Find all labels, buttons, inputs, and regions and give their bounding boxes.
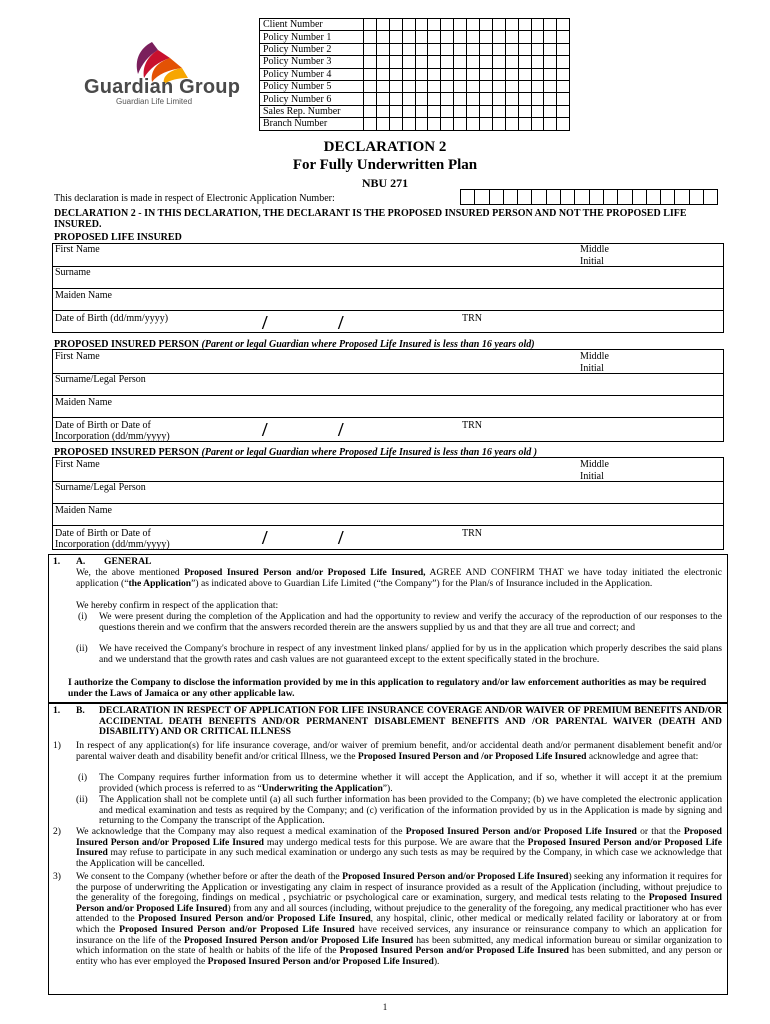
pli-heading: PROPOSED LIFE INSURED xyxy=(54,232,182,243)
pip1-trn-label: TRN xyxy=(462,420,482,431)
pip1-middle-label: Middle xyxy=(580,351,609,362)
pip2-dob-label-2: Incorporation (dd/mm/yyyy) xyxy=(55,539,170,550)
number-grid-cell[interactable] xyxy=(480,19,493,31)
number-grid-cell[interactable] xyxy=(531,80,544,92)
pip2-middle-label: Middle xyxy=(580,459,609,470)
number-grid-cell[interactable] xyxy=(492,43,505,55)
pip2-maiden-label: Maiden Name xyxy=(55,505,112,516)
number-grid-cell[interactable] xyxy=(441,68,454,80)
number-grid-cell[interactable] xyxy=(492,56,505,68)
number-grid-cell[interactable] xyxy=(415,80,428,92)
number-grid-cell[interactable] xyxy=(531,68,544,80)
number-grid-cell[interactable] xyxy=(505,105,518,117)
pip2-divider xyxy=(52,503,724,504)
number-grid-cell[interactable] xyxy=(557,43,570,55)
number-grid-cell[interactable] xyxy=(492,105,505,117)
application-number-cell[interactable] xyxy=(575,190,589,205)
number-grid-cell[interactable] xyxy=(415,68,428,80)
number-grid-cell[interactable] xyxy=(492,68,505,80)
number-grid-cell[interactable] xyxy=(389,19,402,31)
number-grid-cell[interactable] xyxy=(467,93,480,105)
number-grid-cell[interactable] xyxy=(505,56,518,68)
number-grid-cell[interactable] xyxy=(364,93,377,105)
number-grid-cell[interactable] xyxy=(544,118,557,130)
section-b-3-number: 3) xyxy=(53,871,61,882)
number-grid-cell[interactable] xyxy=(467,31,480,43)
pip1-divider xyxy=(52,395,724,396)
number-grid-cell[interactable] xyxy=(531,19,544,31)
number-grid-cell[interactable] xyxy=(402,68,415,80)
section-b-1-ii-text: The Application shall not be complete until (a) all such further information has been provided to the Company; (b) we have completed the electronic application and medical examination and tests as required by the Company; and (c) verification of the information provided by us in the Application is made by signing and returning to the Company the transcript of the Application. xyxy=(99,794,722,827)
number-grid-cell[interactable] xyxy=(544,105,557,117)
number-grid-cell[interactable] xyxy=(492,93,505,105)
declaration-heading: DECLARATION 2 - IN THIS DECLARATION, THE DECLARANT IS THE PROPOSED INSURED PERSON AND NOT THE PROPOSED LIFE INSURED. xyxy=(54,208,687,230)
pip2-dob-label-1: Date of Birth or Date of xyxy=(55,528,151,539)
number-grid-cell[interactable] xyxy=(544,31,557,43)
section-a-confirm: We hereby confirm in respect of the application that: xyxy=(76,600,279,611)
pip1-divider xyxy=(52,417,724,418)
number-grid-row xyxy=(260,31,570,43)
number-grid-cell[interactable] xyxy=(531,56,544,68)
pip2-heading: PROPOSED INSURED PERSON (Parent or legal Guardian where Proposed Life Insured is less than 16 years old ) xyxy=(54,447,538,458)
date-slash: / xyxy=(338,419,344,441)
number-grid-cell[interactable] xyxy=(415,105,428,117)
number-grid-cell[interactable] xyxy=(389,56,402,68)
number-grid-cell[interactable] xyxy=(492,80,505,92)
number-grid-cell[interactable] xyxy=(492,31,505,43)
number-grid-cell[interactable] xyxy=(544,68,557,80)
application-number-cell[interactable] xyxy=(475,190,489,205)
number-grid-cell[interactable] xyxy=(544,43,557,55)
number-grid-cell[interactable] xyxy=(364,68,377,80)
application-number-cell[interactable] xyxy=(603,190,617,205)
number-grid-cell[interactable] xyxy=(364,105,377,117)
number-grid-cell[interactable] xyxy=(415,43,428,55)
date-slash: / xyxy=(262,312,268,334)
number-grid-cell[interactable] xyxy=(518,93,531,105)
number-grid-cell[interactable] xyxy=(441,56,454,68)
number-grid-cell[interactable] xyxy=(480,80,493,92)
application-number-cell[interactable] xyxy=(503,190,517,205)
pli-surname-label: Surname xyxy=(55,267,91,278)
section-b-1-i-text: The Company requires further information from us to determine whether it will accept the Application, and if so, whether it will accept it at the premium provided (which process is referred to as “Underwriting the Application”). xyxy=(99,772,722,794)
number-grid-cell[interactable] xyxy=(518,105,531,117)
number-grid-label: Policy Number 3 xyxy=(260,56,364,68)
number-grid-cell[interactable] xyxy=(544,56,557,68)
number-grid-cell[interactable] xyxy=(428,118,441,130)
number-grid-cell[interactable] xyxy=(402,105,415,117)
number-grid-cell[interactable] xyxy=(505,68,518,80)
number-grid-cell[interactable] xyxy=(389,105,402,117)
number-grid-cell[interactable] xyxy=(364,19,377,31)
date-slash: / xyxy=(338,527,344,549)
section-b-1-number: 1) xyxy=(53,740,61,751)
number-grid-cell[interactable] xyxy=(402,56,415,68)
number-grid-cell[interactable] xyxy=(415,118,428,130)
number-grid-cell[interactable] xyxy=(441,19,454,31)
application-number-label: This declaration is made in respect of Electronic Application Number: xyxy=(54,193,335,204)
number-grid-cell[interactable] xyxy=(364,80,377,92)
number-grid-cell[interactable] xyxy=(544,93,557,105)
number-grid-cell[interactable] xyxy=(557,93,570,105)
number-grid-cell[interactable] xyxy=(441,93,454,105)
number-grid-cell[interactable] xyxy=(531,31,544,43)
number-grid-cell[interactable] xyxy=(505,31,518,43)
number-grid-row xyxy=(260,56,570,68)
pli-first-name-label: First Name xyxy=(55,244,100,255)
application-number-cell[interactable] xyxy=(561,190,575,205)
number-grid-cell[interactable] xyxy=(454,105,467,117)
declaration-title: DECLARATION 2 xyxy=(323,139,447,155)
number-grid-cell[interactable] xyxy=(480,118,493,130)
number-grid-label: Policy Number 5 xyxy=(260,80,364,92)
section-b-3-text: We consent to the Company (whether before or after the death of the Proposed Insured Person and/or Proposed Life Insured) seeking any information it requires for the purpose of underwriting the Application or investigating any claim in respect of insurance provided as a result of the Application (including, without prejudice to the generality of the foregoing, findings on medical , psychiatric or psychological care or examination, surgery, and medical tests relating to the Proposed Insured Person and/or Proposed Life Insured) from any and all sources (including, without prejudice to the generality of the foregoing, any medical practitioner who has ever attended to the Proposed Insured Person and/or Proposed Life Insured, any hospital, clinic, other medical or medically related facility or laboratory at or from which the Proposed Insured Person and/or Proposed Life Insured have received services, any insurance or reinsurance company to which an application for insurance on the life of the Proposed Insured Person and/or Proposed Life Insured has been submitted, any medical information bureau or similar organization to which information on the state of health or habits of the life of the Proposed Insured Person and/or Proposed Life Insured has been submitted, and any person or entity who has ever employed the Proposed Insured Person and/or Proposed Life Insured). xyxy=(76,871,723,967)
number-grid-cell[interactable] xyxy=(454,19,467,31)
number-grid-cell[interactable] xyxy=(544,80,557,92)
number-grid-cell[interactable] xyxy=(428,56,441,68)
pli-trn-label: TRN xyxy=(462,313,482,324)
number-grid-cell[interactable] xyxy=(492,118,505,130)
number-grid-label: Policy Number 1 xyxy=(260,31,364,43)
number-grid-cell[interactable] xyxy=(467,19,480,31)
number-grid-label: Client Number xyxy=(260,19,364,31)
number-grid-cell[interactable] xyxy=(518,68,531,80)
application-number-cell[interactable] xyxy=(589,190,603,205)
number-grid-cell[interactable] xyxy=(557,80,570,92)
application-number-cell[interactable] xyxy=(618,190,632,205)
number-grid-cell[interactable] xyxy=(441,118,454,130)
number-grid-cell[interactable] xyxy=(376,31,389,43)
number-grid-cell[interactable] xyxy=(467,105,480,117)
number-grid-cell[interactable] xyxy=(376,93,389,105)
pip2-surname-label: Surname/Legal Person xyxy=(55,482,146,493)
number-grid-cell[interactable] xyxy=(454,43,467,55)
declaration-subtitle: For Fully Underwritten Plan xyxy=(292,157,478,173)
pip2-first-name-label: First Name xyxy=(55,459,100,470)
number-grid-cell[interactable] xyxy=(415,56,428,68)
section-a-ii-number: (ii) xyxy=(76,643,88,654)
pip1-dob-label-2: Incorporation (dd/mm/yyyy) xyxy=(55,431,170,442)
application-number-cell[interactable] xyxy=(546,190,560,205)
number-grid-cell[interactable] xyxy=(402,31,415,43)
section-b-letter: B. xyxy=(76,705,85,716)
number-grid-cell[interactable] xyxy=(441,105,454,117)
number-grid-cell[interactable] xyxy=(518,31,531,43)
policy-number-grid xyxy=(259,18,570,131)
application-number-cell[interactable] xyxy=(461,190,475,205)
number-grid-cell[interactable] xyxy=(505,118,518,130)
number-grid-cell[interactable] xyxy=(415,31,428,43)
date-slash: / xyxy=(262,527,268,549)
date-slash: / xyxy=(338,312,344,334)
number-grid-cell[interactable] xyxy=(531,105,544,117)
number-grid-cell[interactable] xyxy=(376,118,389,130)
number-grid-cell[interactable] xyxy=(518,43,531,55)
section-b-1-ii-number: (ii) xyxy=(76,794,88,805)
number-grid-row xyxy=(260,19,570,31)
number-grid-row xyxy=(260,93,570,105)
section-b-1-text: In respect of any application(s) for life insurance coverage, and/or waiver of premium benefit, and/or accidental death and/or permanent disablement benefit and/or parental waiver death and disability benefit and/or critical Illness, we the Proposed Insured Person and /or Proposed Life Insured acknowledge and agree that: xyxy=(76,740,722,762)
application-number-cell[interactable] xyxy=(704,190,718,205)
number-grid-cell[interactable] xyxy=(467,43,480,55)
number-grid-cell[interactable] xyxy=(389,80,402,92)
form-code: NBU 271 xyxy=(361,176,409,190)
company-name: Guardian Group xyxy=(84,76,241,98)
application-number-cell[interactable] xyxy=(675,190,689,205)
number-grid-cell[interactable] xyxy=(557,68,570,80)
number-grid-cell[interactable] xyxy=(428,43,441,55)
number-grid-cell[interactable] xyxy=(364,31,377,43)
number-grid-cell[interactable] xyxy=(492,19,505,31)
number-grid-cell[interactable] xyxy=(454,80,467,92)
pip1-maiden-label: Maiden Name xyxy=(55,397,112,408)
number-grid-cell[interactable] xyxy=(480,93,493,105)
number-grid-cell[interactable] xyxy=(389,118,402,130)
number-grid-cell[interactable] xyxy=(454,68,467,80)
number-grid-label: Policy Number 6 xyxy=(260,93,364,105)
number-grid-cell[interactable] xyxy=(454,93,467,105)
authorize-statement: I authorize the Company to disclose the information provided by me in this application to regulatory and/or law enforcement authorities as may be required under the Laws of Jamaica or any other applicable law. xyxy=(68,677,707,699)
application-number-cell[interactable] xyxy=(532,190,546,205)
section-b-2-number: 2) xyxy=(53,826,61,837)
application-number-cell[interactable] xyxy=(689,190,703,205)
number-grid-cell[interactable] xyxy=(454,31,467,43)
application-number-boxes[interactable] xyxy=(460,189,718,205)
section-a-number: 1. xyxy=(53,556,61,567)
number-grid-cell[interactable] xyxy=(544,19,557,31)
number-grid-cell[interactable] xyxy=(467,118,480,130)
number-grid-cell[interactable] xyxy=(557,56,570,68)
number-grid-cell[interactable] xyxy=(389,31,402,43)
number-grid-cell[interactable] xyxy=(531,118,544,130)
section-b-title: DECLARATION IN RESPECT OF APPLICATION FOR LIFE INSURANCE COVERAGE AND/OR WAIVER OF PREMIUM BENEFITS AND/OR ACCIDENTAL DEATH BENEFITS AND/OR PERMANENT DISABLEMENT BENEFITS AND /OR PARENTAL WAIVER (DEATH AND DISABILITY) AND OR CRITICAL ILLNESS xyxy=(99,705,722,738)
pli-dob-label: Date of Birth (dd/mm/yyyy) xyxy=(55,313,169,324)
number-grid-cell[interactable] xyxy=(480,43,493,55)
section-a-i-text: We were present during the completion of the Application and had the opportunity to review and verify the accuracy of the reproduction of our responses to the questions therein and we confirm that the answers recorded therein are the answers supplied by us and that they are all true and correct; and xyxy=(99,611,722,633)
number-grid-cell[interactable] xyxy=(557,31,570,43)
company-subtitle: Guardian Life Limited xyxy=(116,97,193,106)
pli-divider xyxy=(52,288,724,289)
number-grid-cell[interactable] xyxy=(441,43,454,55)
number-grid-cell[interactable] xyxy=(428,105,441,117)
number-grid-cell[interactable] xyxy=(402,118,415,130)
number-grid-cell[interactable] xyxy=(557,118,570,130)
number-grid-cell[interactable] xyxy=(441,31,454,43)
number-grid-cell[interactable] xyxy=(376,56,389,68)
pip1-initial-label: Initial xyxy=(580,363,604,374)
number-grid-cell[interactable] xyxy=(428,19,441,31)
number-grid-cell[interactable] xyxy=(505,80,518,92)
application-number-cell[interactable] xyxy=(661,190,675,205)
pip2-trn-label: TRN xyxy=(462,528,482,539)
number-grid-cell[interactable] xyxy=(376,105,389,117)
pip2-divider xyxy=(52,481,724,482)
number-grid-cell[interactable] xyxy=(364,118,377,130)
number-grid-label: Policy Number 2 xyxy=(260,43,364,55)
section-a-i-number: (i) xyxy=(78,611,88,622)
number-grid-cell[interactable] xyxy=(454,118,467,130)
number-grid-cell[interactable] xyxy=(389,93,402,105)
number-grid-cell[interactable] xyxy=(428,31,441,43)
section-b-2-text: We acknowledge that the Company may also request a medical examination of the Proposed Insured Person and/or Proposed Life Insured or that the Proposed Insured Person and/or Proposed Life Insured may undergo medical tests for this purpose. We are aware that the Proposed Insured Person and/or Proposed Life Insured may refuse to participate in any such medical examination or undergo any such tests as may be required by the Company, in which case we acknowledge that the Application will be cancelled. xyxy=(76,826,723,869)
pli-maiden-label: Maiden Name xyxy=(55,290,112,301)
number-grid-cell[interactable] xyxy=(505,93,518,105)
number-grid-cell[interactable] xyxy=(531,43,544,55)
number-grid-cell[interactable] xyxy=(402,43,415,55)
number-grid-cell[interactable] xyxy=(480,31,493,43)
pip1-divider xyxy=(52,373,724,374)
number-grid-cell[interactable] xyxy=(402,19,415,31)
application-number-cell[interactable] xyxy=(489,190,503,205)
number-grid-cell[interactable] xyxy=(364,56,377,68)
number-grid-cell[interactable] xyxy=(364,43,377,55)
number-grid-cell[interactable] xyxy=(480,68,493,80)
page-number: 1 xyxy=(382,1002,388,1012)
section-b-1-i-number: (i) xyxy=(78,772,88,783)
number-grid-cell[interactable] xyxy=(557,19,570,31)
number-grid-cell[interactable] xyxy=(441,80,454,92)
pli-divider xyxy=(52,266,724,267)
number-grid-cell[interactable] xyxy=(389,43,402,55)
pli-middle-label: Middle xyxy=(580,244,609,255)
number-grid-cell[interactable] xyxy=(505,19,518,31)
number-grid-label: Sales Rep. Number xyxy=(260,105,364,117)
number-grid-cell[interactable] xyxy=(480,56,493,68)
number-grid-cell[interactable] xyxy=(518,118,531,130)
application-number-cell[interactable] xyxy=(632,190,646,205)
number-grid-cell[interactable] xyxy=(518,56,531,68)
number-grid-row xyxy=(260,105,570,117)
number-grid-cell[interactable] xyxy=(389,68,402,80)
number-grid-cell[interactable] xyxy=(531,93,544,105)
pip1-surname-label: Surname/Legal Person xyxy=(55,374,146,385)
number-grid-cell[interactable] xyxy=(428,80,441,92)
number-grid-cell[interactable] xyxy=(376,68,389,80)
number-grid-cell[interactable] xyxy=(402,93,415,105)
number-grid-cell[interactable] xyxy=(467,80,480,92)
number-grid-cell[interactable] xyxy=(518,80,531,92)
number-grid-cell[interactable] xyxy=(467,68,480,80)
section-a-letter: A. xyxy=(76,556,86,567)
number-grid-row xyxy=(260,118,570,130)
pip1-first-name-label: First Name xyxy=(55,351,100,362)
number-grid-cell[interactable] xyxy=(376,43,389,55)
number-grid-cell[interactable] xyxy=(480,105,493,117)
pip1-heading: PROPOSED INSURED PERSON (Parent or legal Guardian where Proposed Life Insured is less than 16 years old) xyxy=(54,339,535,350)
number-grid-cell[interactable] xyxy=(376,80,389,92)
number-grid-cell[interactable] xyxy=(376,19,389,31)
application-number-cell[interactable] xyxy=(646,190,660,205)
number-grid-cell[interactable] xyxy=(428,93,441,105)
pip1-dob-label-1: Date of Birth or Date of xyxy=(55,420,151,431)
number-grid-cell[interactable] xyxy=(505,43,518,55)
number-grid-cell[interactable] xyxy=(415,19,428,31)
number-grid-row xyxy=(260,80,570,92)
pip2-initial-label: Initial xyxy=(580,471,604,482)
date-slash: / xyxy=(262,419,268,441)
number-grid-cell[interactable] xyxy=(518,19,531,31)
section-a-title: GENERAL xyxy=(104,556,152,567)
number-grid-row xyxy=(260,68,570,80)
number-grid-cell[interactable] xyxy=(415,93,428,105)
number-grid-cell[interactable] xyxy=(402,80,415,92)
number-grid-cell[interactable] xyxy=(557,105,570,117)
section-a-paragraph: We, the above mentioned Proposed Insured Person and/or Proposed Life Insured, AGREE AND CONFIRM THAT we have today initiated the electronic application (“the Application”) as indicated above to Guardian Life Limited (“the Company”) for the Plan/s of Insurance included in the Application. xyxy=(76,567,722,589)
number-grid-cell[interactable] xyxy=(467,56,480,68)
pli-initial-label: Initial xyxy=(580,256,604,267)
number-grid-row xyxy=(260,43,570,55)
pip2-divider xyxy=(52,525,724,526)
number-grid-label: Branch Number xyxy=(260,118,364,130)
section-b-number: 1. xyxy=(53,705,61,716)
number-grid-label: Policy Number 4 xyxy=(260,68,364,80)
section-a-ii-text: We have received the Company's brochure in respect of any investment linked plans/ applied for by us in the application which properly describes the said plans and we understand that the growth rates and cash values are not guaranteed except to the extent specifically stated in the brochure. xyxy=(99,643,722,665)
pli-divider xyxy=(52,310,724,311)
application-number-cell[interactable] xyxy=(518,190,532,205)
number-grid-cell[interactable] xyxy=(454,56,467,68)
number-grid-cell[interactable] xyxy=(428,68,441,80)
